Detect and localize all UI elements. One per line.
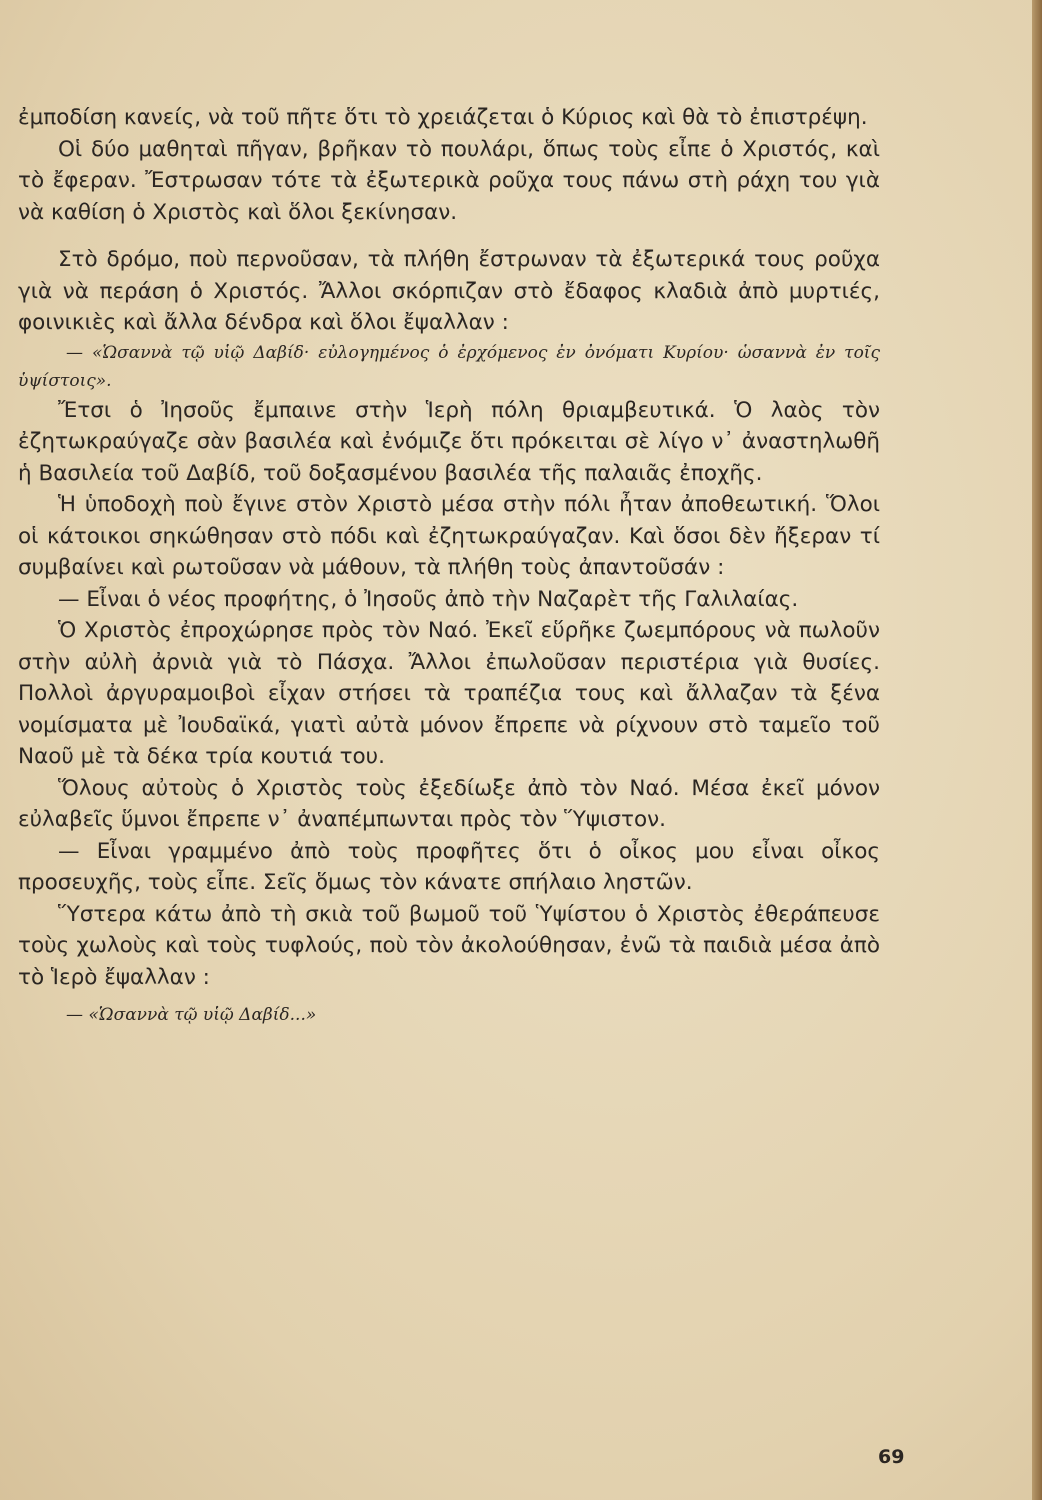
- quote-hosanna-short: — «Ὡσαννὰ τῷ υἱῷ Δαβίδ...»: [66, 1005, 317, 1025]
- paragraph-1: ἐμποδίση κανείς, νὰ τοῦ πῆτε ὅτι τὸ χρειάζεται ὁ Κύριος καὶ θὰ τὸ ἐπιστρέψη.: [18, 105, 868, 130]
- paragraph-3: Στὸ δρόμο, ποὺ περνοῦσαν, τὰ πλήθη ἔστρωναν τὰ ἐξωτερικά τους ροῦχα γιὰ νὰ περάση ὁ Χριστός. Ἄλλοι σκόρπιζαν στὸ ἔδαφος κλαδιὰ ἀπὸ μυρτιές, φοινικιὲς καὶ ἄλλα δένδρα καὶ ὅλοι ἔψαλλαν :: [18, 247, 880, 335]
- page-text: [18, 102, 880, 1029]
- paragraph-8: Ὅλους αὐτοὺς ὁ Χριστὸς τοὺς ἐξεδίωξε ἀπὸ τὸν Ναό. Μέσα ἐκεῖ μόνον εὐλαβεῖς ὕμνοι ἔπρεπε ν᾽ ἀναπέμπωνται πρὸς τὸν Ὕψιστον.: [18, 775, 880, 832]
- paragraph-10: Ὕστερα κάτω ἀπὸ τὴ σκιὰ τοῦ βωμοῦ τοῦ Ὑψίστου ὁ Χριστὸς ἐθεράπευσε τοὺς χωλοὺς καὶ τοὺς τυφλούς, ποὺ τὸν ἀκολούθησαν, ἐνῶ τὰ παιδιὰ μέσα ἀπὸ τὸ Ἱερὸ ἔψαλλαν :: [18, 901, 880, 990]
- quote-hosanna-full: — «Ὡσαννὰ τῷ υἱῷ Δαβίδ· εὐλογημένος ὁ ἐρχόμενος ἐν ὀνόματι Κυρίου· ὡσαννὰ ἐν τοῖς ὑψίστοις».: [18, 342, 880, 391]
- paragraph-7: Ὁ Χριστὸς ἐπροχώρησε πρὸς τὸν Ναό. Ἐκεῖ εὕρῆκε ζωεμπόρους νὰ πωλοῦν στὴν αὐλὴ ἀρνιὰ γιὰ τὸ Πάσχα. Ἄλλοι ἐπωλοῦσαν περιστέρια γιὰ θυσίες. Πολλοὶ ἀργυραμοιβοὶ εἶχαν στήσει τὰ τραπέζια τους καὶ ἄλλαζαν τὰ ξένα νομίσματα μὲ Ἰουδαϊκά, γιατὶ αὐτὰ μόνον ἔπρεπε νὰ ρίχνουν στὸ ταμεῖο τοῦ Ναοῦ μὲ τὰ δέκα τρία κουτιά του.: [18, 618, 880, 769]
- paragraph-4: Ἔτσι ὁ Ἰησοῦς ἔμπαινε στὴν Ἱερὴ πόλη θριαμβευτικά. Ὁ λαὸς τὸν ἐζητωκραύγαζε σὰν βασιλέα καὶ ἐνόμιζε ὅτι πρόκειται σὲ λίγο ν᾽ ἀναστηλωθῆ ἡ Βασιλεία τοῦ Δαβίδ, τοῦ δοξασμένου βασιλέα τῆς παλαιᾶς ἐποχῆς.: [18, 397, 880, 486]
- paragraph-2: Οἱ δύο μαθηταὶ πῆγαν, βρῆκαν τὸ πουλάρι, ὅπως τοὺς εἶπε ὁ Χριστός, καὶ τὸ ἔφεραν. Ἔστρωσαν τότε τὰ ἐξωτερικὰ ροῦχα τους πάνω στὴ ράχη του γιὰ νὰ καθίση ὁ Χριστὸς καὶ ὅλοι ξεκίνησαν.: [18, 136, 880, 225]
- paragraph-9: — Εἶναι γραμμένο ἀπὸ τοὺς προφῆτες ὅτι ὁ οἶκος μου εἶναι οἶκος προσευχῆς, τοὺς εἶπε. Σεῖς ὅμως τὸν κάνατε σπήλαιο ληστῶν.: [18, 838, 880, 895]
- paragraph-6: — Εἶναι ὁ νέος προφήτης, ὁ Ἰησοῦς ἀπὸ τὴν Ναζαρὲτ τῆς Γαλιλαίας.: [58, 586, 799, 612]
- paragraph-5: Ἡ ὑποδοχὴ ποὺ ἔγινε στὸν Χριστὸ μέσα στὴν πόλι ἦταν ἀποθεωτική. Ὅλοι οἱ κάτοικοι σηκώθησαν στὸ πόδι καὶ ἐζητωκραύγαζαν. Καὶ ὅσοι δὲν ἤξεραν τί συμβαίνει καὶ ρωτοῦσαν νὰ μάθουν, τὰ πλήθη τοὺς ἀπαντοῦσάν :: [18, 492, 880, 580]
- page-edge: [1032, 0, 1042, 1500]
- page-number: 69: [878, 1446, 905, 1468]
